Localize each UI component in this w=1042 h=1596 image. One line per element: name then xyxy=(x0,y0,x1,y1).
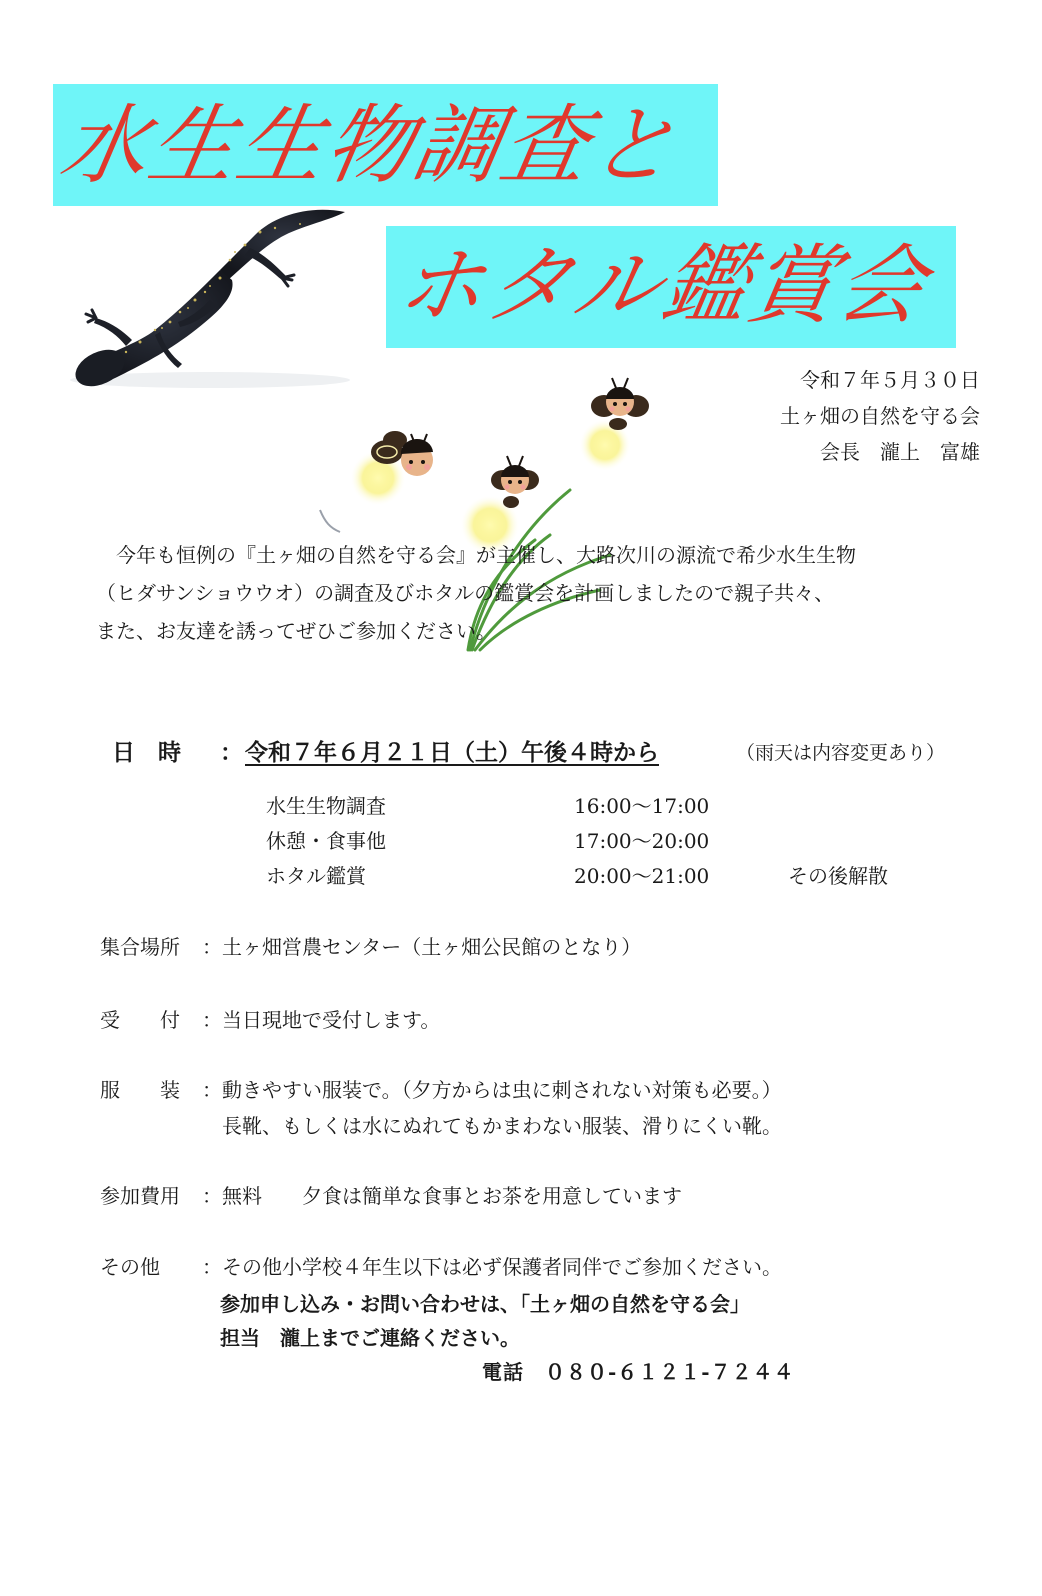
reception-label: 受 付 xyxy=(100,1008,180,1032)
intro-line-1: 今年も恒例の『土ヶ畑の自然を守る会』が主催し、大路次川の源流で希少水生生物 xyxy=(96,543,856,567)
fee-value: ：無料 夕食は簡単な食事とお茶を用意しています xyxy=(202,1184,682,1208)
clothing-value-1: ：動きやすい服装で。（夕方からは虫に刺されない対策も必要。） xyxy=(202,1078,782,1102)
intro-line-2: （ヒダサンショウウオ）の調査及びホタルの鑑賞会を計画しましたので親子共々、 xyxy=(96,581,835,605)
datetime-label: 日 時 xyxy=(112,739,181,766)
issue-date: 令和７年５月３０日 xyxy=(800,368,980,392)
reception-value: ：当日現地で受付します。 xyxy=(202,1008,441,1032)
datetime-value: 令和７年６月２１日（土）午後４時から xyxy=(245,739,659,766)
title-line-1: 水生生物調査と xyxy=(53,96,687,196)
chairperson: 会長 瀧上 富雄 xyxy=(820,440,980,464)
contact-phone: 電話 ０８０-６１２１-７２４４ xyxy=(482,1360,795,1384)
datetime-note: （雨天は内容変更あり） xyxy=(736,742,946,764)
schedule-note-3: その後解散 xyxy=(788,864,888,888)
datetime-separator: ： xyxy=(220,739,243,766)
place-label: 集合場所 xyxy=(100,935,180,959)
title-line-2: ホタル鑑賞会 xyxy=(389,236,935,336)
other-value-2: 参加申し込み・お問い合わせは、「土ヶ畑の自然を守る会」 xyxy=(220,1292,750,1316)
schedule-name-3: ホタル鑑賞 xyxy=(266,864,366,888)
schedule-time-1: 16:00～17:00 xyxy=(574,794,710,818)
other-label: その他 xyxy=(100,1255,160,1279)
intro-line-3: また、お友達を誘ってぜひご参加ください。 xyxy=(96,619,496,643)
clothing-label: 服 装 xyxy=(100,1078,180,1102)
place-value: ：土ヶ畑営農センター（土ヶ畑公民館のとなり） xyxy=(202,935,642,959)
organization: 土ヶ畑の自然を守る会 xyxy=(780,404,980,428)
fee-label: 参加費用 xyxy=(100,1184,180,1208)
schedule-name-2: 休憩・食事他 xyxy=(266,829,386,853)
schedule-name-1: 水生生物調査 xyxy=(266,794,386,818)
intro-paragraph xyxy=(96,536,986,650)
other-value-3: 担当 瀧上までご連絡ください。 xyxy=(220,1326,520,1350)
schedule-time-2: 17:00～20:00 xyxy=(574,829,710,853)
clothing-value-2: 長靴、もしくは水にぬれてもかまわない服装、滑りにくい靴。 xyxy=(222,1114,782,1138)
other-value-1: ：その他小学校４年生以下は必ず保護者同伴でご参加ください。 xyxy=(202,1255,782,1279)
schedule-time-3: 20:00～21:00 xyxy=(574,864,710,888)
